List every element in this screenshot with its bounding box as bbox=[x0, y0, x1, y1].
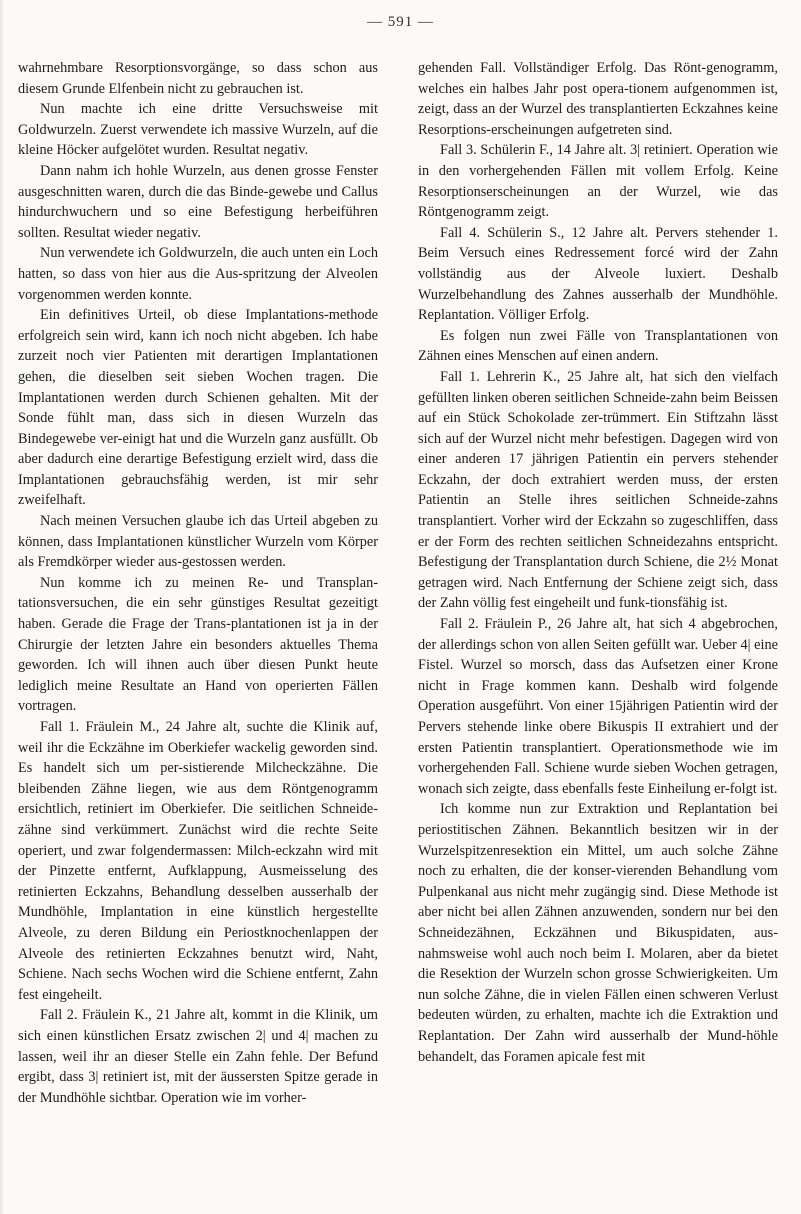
paragraph: Nun machte ich eine dritte Versuchsweise mit Goldwurzeln. Zuerst verwendete ich massive Wurzeln, auf die kleine Höcker aufgelötet wurden. Resultat negativ. bbox=[18, 101, 378, 159]
paragraph: Ein definitives Urteil, ob diese Implantations-methode erfolgreich sein wird, kann ich noch nicht abgeben. Ich habe zurzeit noch vier Patienten mit derartigen Implantationen gehen, die dieselben seit sieben Wochen tragen. Die Implantationen werden durch Schienen gehalten. Mit der Sonde fühlt man, dass sich in diesen Wurzeln das Bindegewebe ver-einigt hat und die Wurzeln ganz ausfüllt. Ob aber dadurch eine derartige Befestigung erzielt wird, dass die Implantationen gebrauchsfähig werden, ist mir sehr zweifelhaft. bbox=[18, 307, 378, 509]
paragraph: Fall 4. Schülerin S., 12 Jahre alt. Pervers stehender 1. Beim Versuch eines Redressement forcé wird der Zahn vollständig aus der Alveole luxiert. Deshalb Wurzelbehandlung des Zahnes ausserhalb der Mundhöhle. Replantation. Völliger Erfolg. bbox=[418, 224, 778, 324]
paragraph: Nun verwendete ich Goldwurzeln, die auch unten ein Loch hatten, so dass von hier aus die Aus-spritzung der Alveolen vorgenommen werden konnte. bbox=[18, 245, 378, 303]
paragraph: Nach meinen Versuchen glaube ich das Urteil abgeben zu können, dass Implantationen künstlicher Wurzeln vom Körper als Fremdkörper wieder aus-gestossen werden. bbox=[18, 513, 378, 571]
paragraph: Fall 1. Fräulein M., 24 Jahre alt, suchte die Klinik auf, weil ihr die Eckzähne im Oberkiefer wackelig geworden sind. Es handelt sich um per-sistierende Milcheckzähne. Die bleibenden Zähne liegen, wie aus dem Röntgenogramm ersichtlich, retiniert im Oberkiefer. Die seitlichen Schneide-zähne sind verkümmert. Zunächst wird die rechte Seite operiert, und zwar folgendermassen: Milch-eckzahn wird mit der Pinzette entfernt, Aufklappung, Ausmeisselung des retinierten Eckzahns, Behandlung desselben ausserhalb der Mundhöhle, Implantation in eine künstlich hergestellte Alveole, zu deren Bildung ein Periostknochenlappen der Alveole des retinierten Eckzahnes benutzt wird, Naht, Schiene. Nach sechs Wochen wird die Schiene entfernt, Zahn fest eingeheilt. bbox=[18, 719, 378, 1003]
page-edge-shadow bbox=[0, 0, 4, 1214]
paragraph: Fall 3. Schülerin F., 14 Jahre alt. 3| retiniert. Operation wie in den vorhergehenden Fällen mit vollem Erfolg. Keine Resorptionserscheinungen an der Wurzel, wie das Röntgenogramm zeigt. bbox=[418, 142, 778, 221]
right-text-column bbox=[418, 58, 778, 1067]
paragraph: Es folgen nun zwei Fälle von Transplantationen von Zähnen eines Menschen auf einen andern. bbox=[418, 327, 778, 365]
paragraph: Fall 2. Fräulein K., 21 Jahre alt, kommt in die Klinik, um sich einen künstlichen Ersatz zwischen 2| und 4| machen zu lassen, weil ihr an dieser Stelle ein Zahn fehle. Der Befund ergibt, dass 3| retiniert ist, mit der äussersten Spitze gerade in der Mundhöhle sichtbar. Operation wie im vorher- bbox=[18, 1007, 378, 1106]
page-number: — 591 — bbox=[367, 14, 434, 30]
paragraph: Dann nahm ich hohle Wurzeln, aus denen grosse Fenster ausgeschnitten waren, durch die das Binde-gewebe und Callus hindurchwuchern und so eine Befestigung herbeiführen sollten. Resultat wieder negativ. bbox=[18, 162, 378, 241]
paragraph: Fall 1. Lehrerin K., 25 Jahre alt, hat sich den vielfach gefüllten linken oberen seitlichen Schneide-zahn beim Beissen auf ein Stück Schokolade zer-trümmert. Ein Stiftzahn lässt sich auf der Wurzel nicht mehr befestigen. Dagegen wird von einer anderen 17 jährigen Patientin ein pervers stehender Eckzahn, der doch extrahiert werden muss, der ersten Patientin an Stelle ihres seitlichen Schneide-zahns transplantiert. Vorher wird der Eckzahn so zugeschliffen, dass er der Form des rechten seitlichen Schneidezahns entspricht. Befestigung der Transplantation durch Schiene, die 2½ Monat getragen wird. Nach Entfernung der Schiene zeigt sich, dass der Zahn völlig fest eingeheilt und funk-tionsfähig ist. bbox=[418, 368, 778, 612]
paragraph: wahrnehmbare Resorptionsvorgänge, so dass schon aus diesem Grunde Elfenbein nicht zu gebrauchen ist. bbox=[18, 60, 378, 97]
paragraph: Ich komme nun zur Extraktion und Replantation bei periostitischen Zähnen. Bekanntlich besitzen wir in der Wurzelspitzenresektion ein Mittel, um auch solche Zähne noch zu erhalten, die der konser-vierenden Behandlung vom Pulpenkanal aus nicht mehr zugängig sind. Diese Methode ist aber nicht bei allen Zähnen anzuwenden, sondern nur bei den Schneidezähnen, Eckzähnen und Bikuspidaten, aus-nahmsweise wohl auch noch beim I. Molaren, aber da bietet die Resektion der Wurzeln schon grosse Schwierigkeiten. Um nun solche Zähne, die in vielen Fällen einen schweren Verlust bedeuten würden, zu erhalten, machte ich die Extraktion und Replantation. Der Zahn wird ausserhalb der Mund-höhle behandelt, das Foramen apicale fest mit bbox=[418, 801, 778, 1065]
paragraph: gehenden Fall. Vollständiger Erfolg. Das Rönt-genogramm, welches ein halbes Jahr post opera-tionem aufgenommen ist, zeigt, dass an der Wurzel des transplantierten Eckzahnes keine Resorptions-erscheinungen aufgetreten sind. bbox=[418, 60, 778, 138]
paragraph: Nun komme ich zu meinen Re- und Transplan-tationsversuchen, die ein sehr günstiges Resultat gezeitigt haben. Gerade die Frage der Trans-plantationen ist ja in der Chirurgie der letzten Jahre ein besonders aktuelles Thema geworden. Ich will ihnen auch über diesen Punkt heute lediglich meine Resultate an Hand von operierten Fällen vortragen. bbox=[18, 574, 378, 715]
left-text-column bbox=[18, 58, 378, 1108]
paragraph: Fall 2. Fräulein P., 26 Jahre alt, hat sich 4 abgebrochen, der allerdings schon von allen Seiten gefüllt war. Ueber 4| eine Fistel. Wurzel so morsch, dass das Aufsetzen einer Krone nicht in Frage kommen kann. Deshalb wird folgende Operation ausgeführt. Von einer 15jährigen Patientin wird der Pervers stehende linke obere Bikuspis II extrahiert und der ersten Patientin transplantiert. Operationsmethode wie im vorhergehenden Fall. Schiene wurde sieben Wochen getragen, wonach sich zeigte, dass ebenfalls feste Einheilung er-folgt ist. bbox=[418, 616, 778, 797]
